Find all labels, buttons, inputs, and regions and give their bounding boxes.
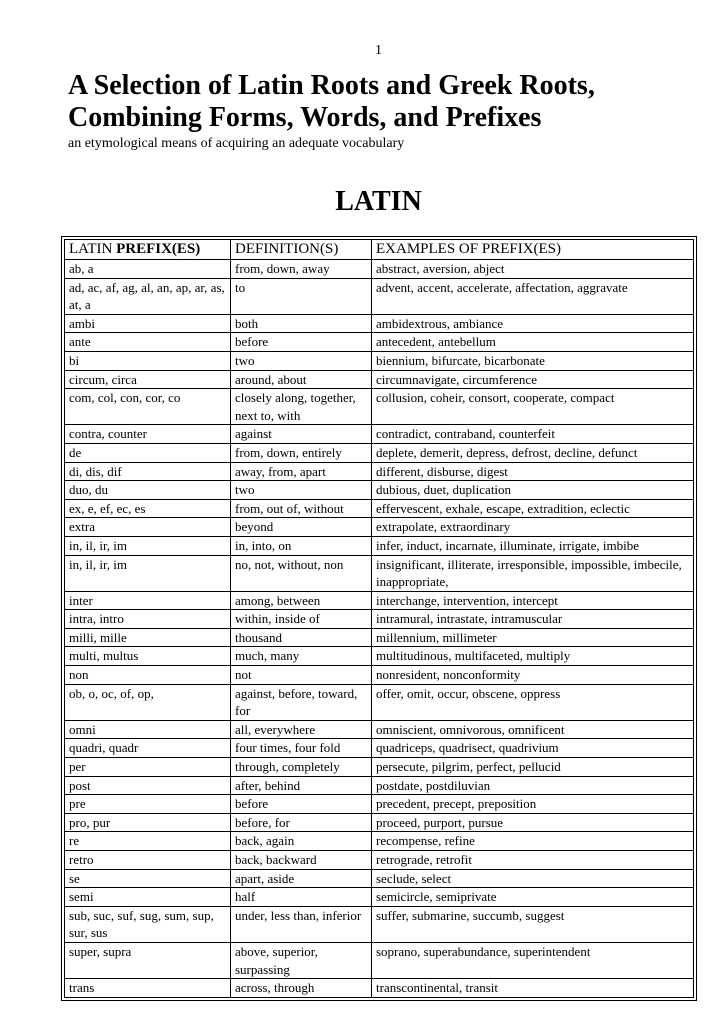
definition-cell: from, down, entirely [231,443,372,462]
prefix-cell: pro, pur [65,813,231,832]
examples-cell: millennium, millimeter [372,628,694,647]
examples-cell: semicircle, semiprivate [372,888,694,907]
definition-cell: back, again [231,832,372,851]
table-row [65,499,694,518]
examples-cell: persecute, pilgrim, perfect, pellucid [372,758,694,777]
table-row [65,610,694,629]
definition-cell: four times, four fold [231,739,372,758]
examples-cell: biennium, bifurcate, bicarbonate [372,351,694,370]
table-row [65,260,694,279]
table-row [65,979,694,998]
table-row [65,813,694,832]
examples-cell: contradict, contraband, counterfeit [372,425,694,444]
prefix-cell: pre [65,795,231,814]
prefix-cell: in, il, ir, im [65,555,231,591]
prefix-cell: quadri, quadr [65,739,231,758]
examples-cell: ambidextrous, ambiance [372,314,694,333]
definition-cell: from, out of, without [231,499,372,518]
examples-cell: soprano, superabundance, superintendent [372,942,694,978]
table-row [65,776,694,795]
prefix-cell: multi, multus [65,647,231,666]
table-body [65,260,694,998]
examples-cell: circumnavigate, circumference [372,370,694,389]
examples-cell: proceed, purport, pursue [372,813,694,832]
definition-cell: beyond [231,518,372,537]
table-row [65,739,694,758]
table-row [65,666,694,685]
prefix-cell: ante [65,333,231,352]
examples-cell: retrograde, retrofit [372,851,694,870]
table-row [65,278,694,314]
prefix-cell: com, col, con, cor, co [65,389,231,425]
definition-cell: half [231,888,372,907]
table-row [65,628,694,647]
header-examples: EXAMPLES OF PREFIX(ES) [372,240,694,260]
prefix-cell: non [65,666,231,685]
definition-cell: against [231,425,372,444]
prefix-cell: extra [65,518,231,537]
table-row [65,443,694,462]
examples-cell: effervescent, exhale, escape, extradition, eclectic [372,499,694,518]
definition-cell: apart, aside [231,869,372,888]
definition-cell: in, into, on [231,536,372,555]
table-row [65,851,694,870]
examples-cell: collusion, coheir, consort, cooperate, compact [372,389,694,425]
prefix-cell: ab, a [65,260,231,279]
definition-cell: among, between [231,591,372,610]
prefix-cell: re [65,832,231,851]
definition-cell: above, superior, surpassing [231,942,372,978]
examples-cell: intramural, intrastate, intramuscular [372,610,694,629]
table-row [65,795,694,814]
prefix-cell: sub, suc, suf, sug, sum, sup, sur, sus [65,906,231,942]
prefix-cell: milli, mille [65,628,231,647]
prefix-cell: per [65,758,231,777]
prefix-cell: se [65,869,231,888]
definition-cell: through, completely [231,758,372,777]
examples-cell: postdate, postdiluvian [372,776,694,795]
prefix-cell: super, supra [65,942,231,978]
table-row [65,333,694,352]
examples-cell: interchange, intervention, intercept [372,591,694,610]
prefix-cell: circum, circa [65,370,231,389]
title-line-1: A Selection of Latin Roots and Greek Roots, [68,70,595,101]
table-row [65,758,694,777]
prefix-cell: post [65,776,231,795]
table-row [65,591,694,610]
table-row [65,832,694,851]
definition-cell: two [231,351,372,370]
prefix-cell: di, dis, dif [65,462,231,481]
prefix-cell: ambi [65,314,231,333]
table-header-row [65,240,694,260]
definition-cell: before, for [231,813,372,832]
table-row [65,481,694,500]
definition-cell: against, before, toward, for [231,684,372,720]
header-prefix [65,240,231,260]
definition-cell: around, about [231,370,372,389]
prefix-cell: bi [65,351,231,370]
examples-cell: extrapolate, extraordinary [372,518,694,537]
document-subtitle: an etymological means of acquiring an adequate vocabulary [68,136,405,151]
table-row [65,370,694,389]
definition-cell: much, many [231,647,372,666]
table-row [65,351,694,370]
definition-cell: no, not, without, non [231,555,372,591]
definition-cell: from, down, away [231,260,372,279]
page-number: 1 [375,43,382,58]
table-row [65,720,694,739]
prefix-cell: ob, o, oc, of, op, [65,684,231,720]
prefix-cell: trans [65,979,231,998]
examples-cell: antecedent, antebellum [372,333,694,352]
examples-cell: nonresident, nonconformity [372,666,694,685]
examples-cell: insignificant, illiterate, irresponsible, impossible, imbecile, inappropriate, [372,555,694,591]
definition-cell: all, everywhere [231,720,372,739]
definition-cell: before [231,795,372,814]
definition-cell: within, inside of [231,610,372,629]
examples-cell: dubious, duet, duplication [372,481,694,500]
header-prefix-bold: PREFIX(ES) [116,241,201,257]
prefix-cell: omni [65,720,231,739]
section-heading: LATIN [335,186,422,217]
definition-cell: closely along, together, next to, with [231,389,372,425]
table-row [65,425,694,444]
table-row [65,462,694,481]
definition-cell: under, less than, inferior [231,906,372,942]
title-line-2: Combining Forms, Words, and Prefixes [68,102,542,133]
header-prefix-plain: LATIN [69,241,117,257]
definition-cell: after, behind [231,776,372,795]
prefix-table-frame [61,236,697,1001]
prefix-cell: de [65,443,231,462]
table-row [65,314,694,333]
examples-cell: transcontinental, transit [372,979,694,998]
table-row [65,942,694,978]
definition-cell: not [231,666,372,685]
table-row [65,684,694,720]
prefix-cell: contra, counter [65,425,231,444]
table-row [65,888,694,907]
prefix-cell: semi [65,888,231,907]
examples-cell: precedent, precept, preposition [372,795,694,814]
examples-cell: different, disburse, digest [372,462,694,481]
latin-prefix-table [64,239,694,998]
examples-cell: quadriceps, quadrisect, quadrivium [372,739,694,758]
examples-cell: multitudinous, multifaceted, multiply [372,647,694,666]
definition-cell: back, backward [231,851,372,870]
examples-cell: recompense, refine [372,832,694,851]
examples-cell: infer, induct, incarnate, illuminate, irrigate, imbibe [372,536,694,555]
definition-cell: to [231,278,372,314]
examples-cell: omniscient, omnivorous, omnificent [372,720,694,739]
definition-cell: before [231,333,372,352]
prefix-cell: duo, du [65,481,231,500]
examples-cell: suffer, submarine, succumb, suggest [372,906,694,942]
table-row [65,906,694,942]
definition-cell: both [231,314,372,333]
definition-cell: two [231,481,372,500]
prefix-cell: inter [65,591,231,610]
table-row [65,536,694,555]
examples-cell: deplete, demerit, depress, defrost, decline, defunct [372,443,694,462]
prefix-cell: retro [65,851,231,870]
examples-cell: offer, omit, occur, obscene, oppress [372,684,694,720]
prefix-cell: ex, e, ef, ec, es [65,499,231,518]
prefix-cell: ad, ac, af, ag, al, an, ap, ar, as, at, a [65,278,231,314]
prefix-cell: intra, intro [65,610,231,629]
document-title [68,70,595,134]
table-row [65,647,694,666]
header-definition: DEFINITION(S) [231,240,372,260]
examples-cell: abstract, aversion, abject [372,260,694,279]
table-row [65,869,694,888]
table-row [65,555,694,591]
examples-cell: seclude, select [372,869,694,888]
definition-cell: thousand [231,628,372,647]
prefix-cell: in, il, ir, im [65,536,231,555]
definition-cell: across, through [231,979,372,998]
examples-cell: advent, accent, accelerate, affectation, aggravate [372,278,694,314]
table-row [65,389,694,425]
definition-cell: away, from, apart [231,462,372,481]
table-row [65,518,694,537]
